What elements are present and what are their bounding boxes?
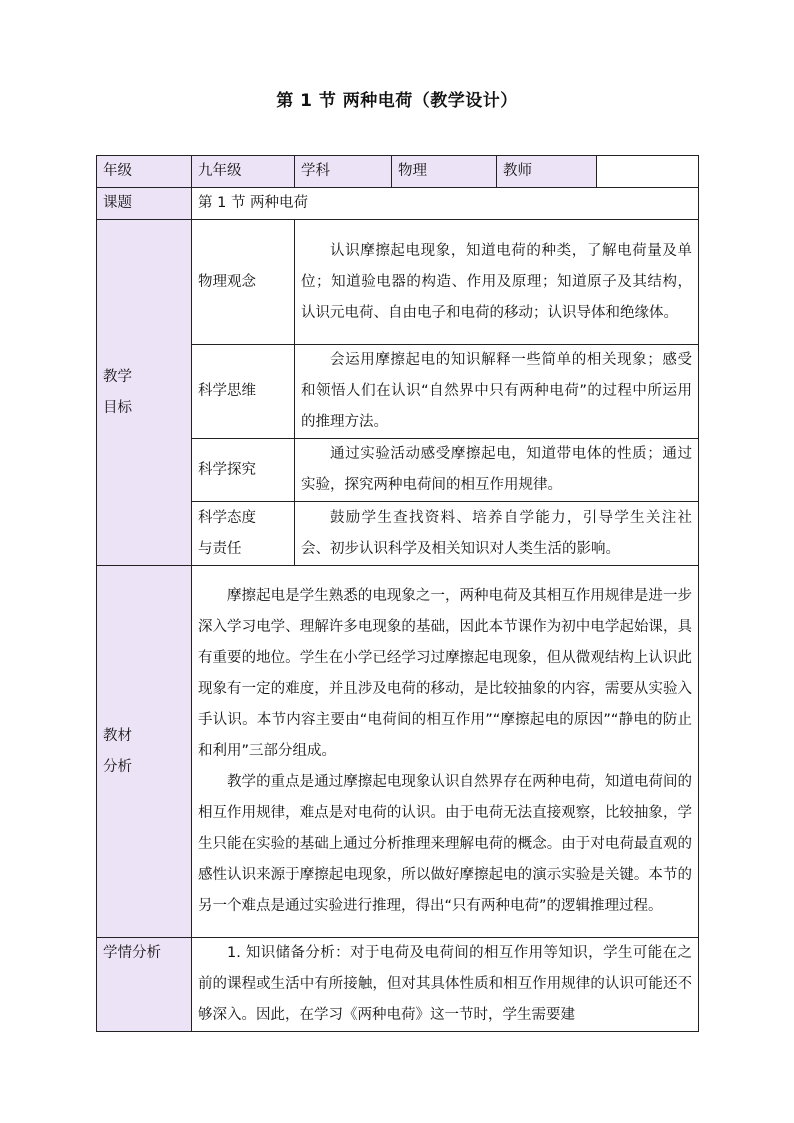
goals-label (97, 220, 192, 566)
subject-label: 学科 (295, 156, 392, 188)
goal-label-physics: 物理观念 (192, 220, 295, 345)
goals-label-line1: 教学 (103, 368, 132, 385)
grade-label: 年级 (97, 156, 192, 188)
analysis-text (192, 566, 699, 938)
goal-text-inquiry: 通过实验活动感受摩擦起电，知道带电体的性质；通过实验，探究两种电荷间的相互作用规律。 (295, 439, 699, 502)
table-row (97, 188, 699, 220)
analysis-label-line1: 教材 (103, 727, 132, 744)
table-row (97, 156, 699, 188)
goal-label-inquiry: 科学探究 (192, 439, 295, 502)
grade-value: 九年级 (192, 156, 295, 188)
topic-label: 课题 (97, 188, 192, 220)
goal-text-attitude: 鼓励学生查找资料、培养自学能力，引导学生关注社会、初步认识科学及相关知识对人类生活的影响。 (295, 502, 699, 566)
page-title: 第 1 节 两种电荷（教学设计） (276, 91, 518, 111)
goals-label-line2: 目标 (103, 399, 132, 416)
teacher-label: 教师 (497, 156, 597, 188)
students-label: 学情分析 (97, 938, 192, 1032)
goal-label-attitude (192, 502, 295, 566)
topic-value: 第 1 节 两种电荷 (192, 188, 699, 220)
table-row (97, 566, 699, 938)
table-row (97, 220, 699, 345)
analysis-paragraph-1: 摩擦起电是学生熟悉的电现象之一，两种电荷及其相互作用规律是进一步深入学习电学、理解许多电现象的基础，因此本节课作为初中电学起始课，具有重要的地位。学生在小学已经学习过摩擦起电现象，但从微观结构上认识此现象有一定的难度，并且涉及电荷的移动，是比较抽象的内容，需要从实验入手认识。本节内容主要由“电荷间的相互作用”“摩擦起电的原因”“静电的防止和利用”三部分组成。 (198, 588, 692, 759)
goal-label-attitude-line2: 与责任 (198, 540, 242, 557)
table-row (97, 938, 699, 1032)
teacher-value (597, 156, 699, 188)
goal-label-attitude-line1: 科学态度 (198, 509, 256, 526)
lesson-plan-table (96, 155, 699, 1032)
students-text (192, 938, 699, 1032)
analysis-label-line2: 分析 (103, 758, 132, 775)
goal-text-thinking: 会运用摩擦起电的知识解释一些简单的相关现象；感受和领悟人们在认识“自然界中只有两种电荷”的过程中所运用的推理方法。 (295, 345, 699, 439)
analysis-label (97, 566, 192, 938)
subject-value: 物理 (392, 156, 497, 188)
goal-label-thinking: 科学思维 (192, 345, 295, 439)
analysis-paragraph-2: 教学的重点是通过摩擦起电现象认识自然界存在两种电荷，知道电荷间的相互作用规律，难点是对电荷的认识。由于电荷无法直接观察，比较抽象，学生只能在实验的基础上通过分析推理来理解电荷的概念。由于对电荷最直观的感性认识来源于摩擦起电现象，所以做好摩擦起电的演示实验是关键。本节的另一个难点是通过实验进行推理，得出“只有两种电荷”的逻辑推理过程。 (198, 774, 692, 914)
students-paragraph-1: 1. 知识储备分析：对于电荷及电荷间的相互作用等知识，学生可能在之前的课程或生活中有所接触，但对其具体性质和相互作用规律的认识可能还不够深入。因此，在学习《两种电荷》这一节时，学生需要建 (198, 945, 692, 1023)
goal-text-physics: 认识摩擦起电现象，知道电荷的种类，了解电荷量及单位；知道验电器的构造、作用及原理；知道原子及其结构，认识元电荷、自由电子和电荷的移动；认识导体和绝缘体。 (295, 220, 699, 345)
